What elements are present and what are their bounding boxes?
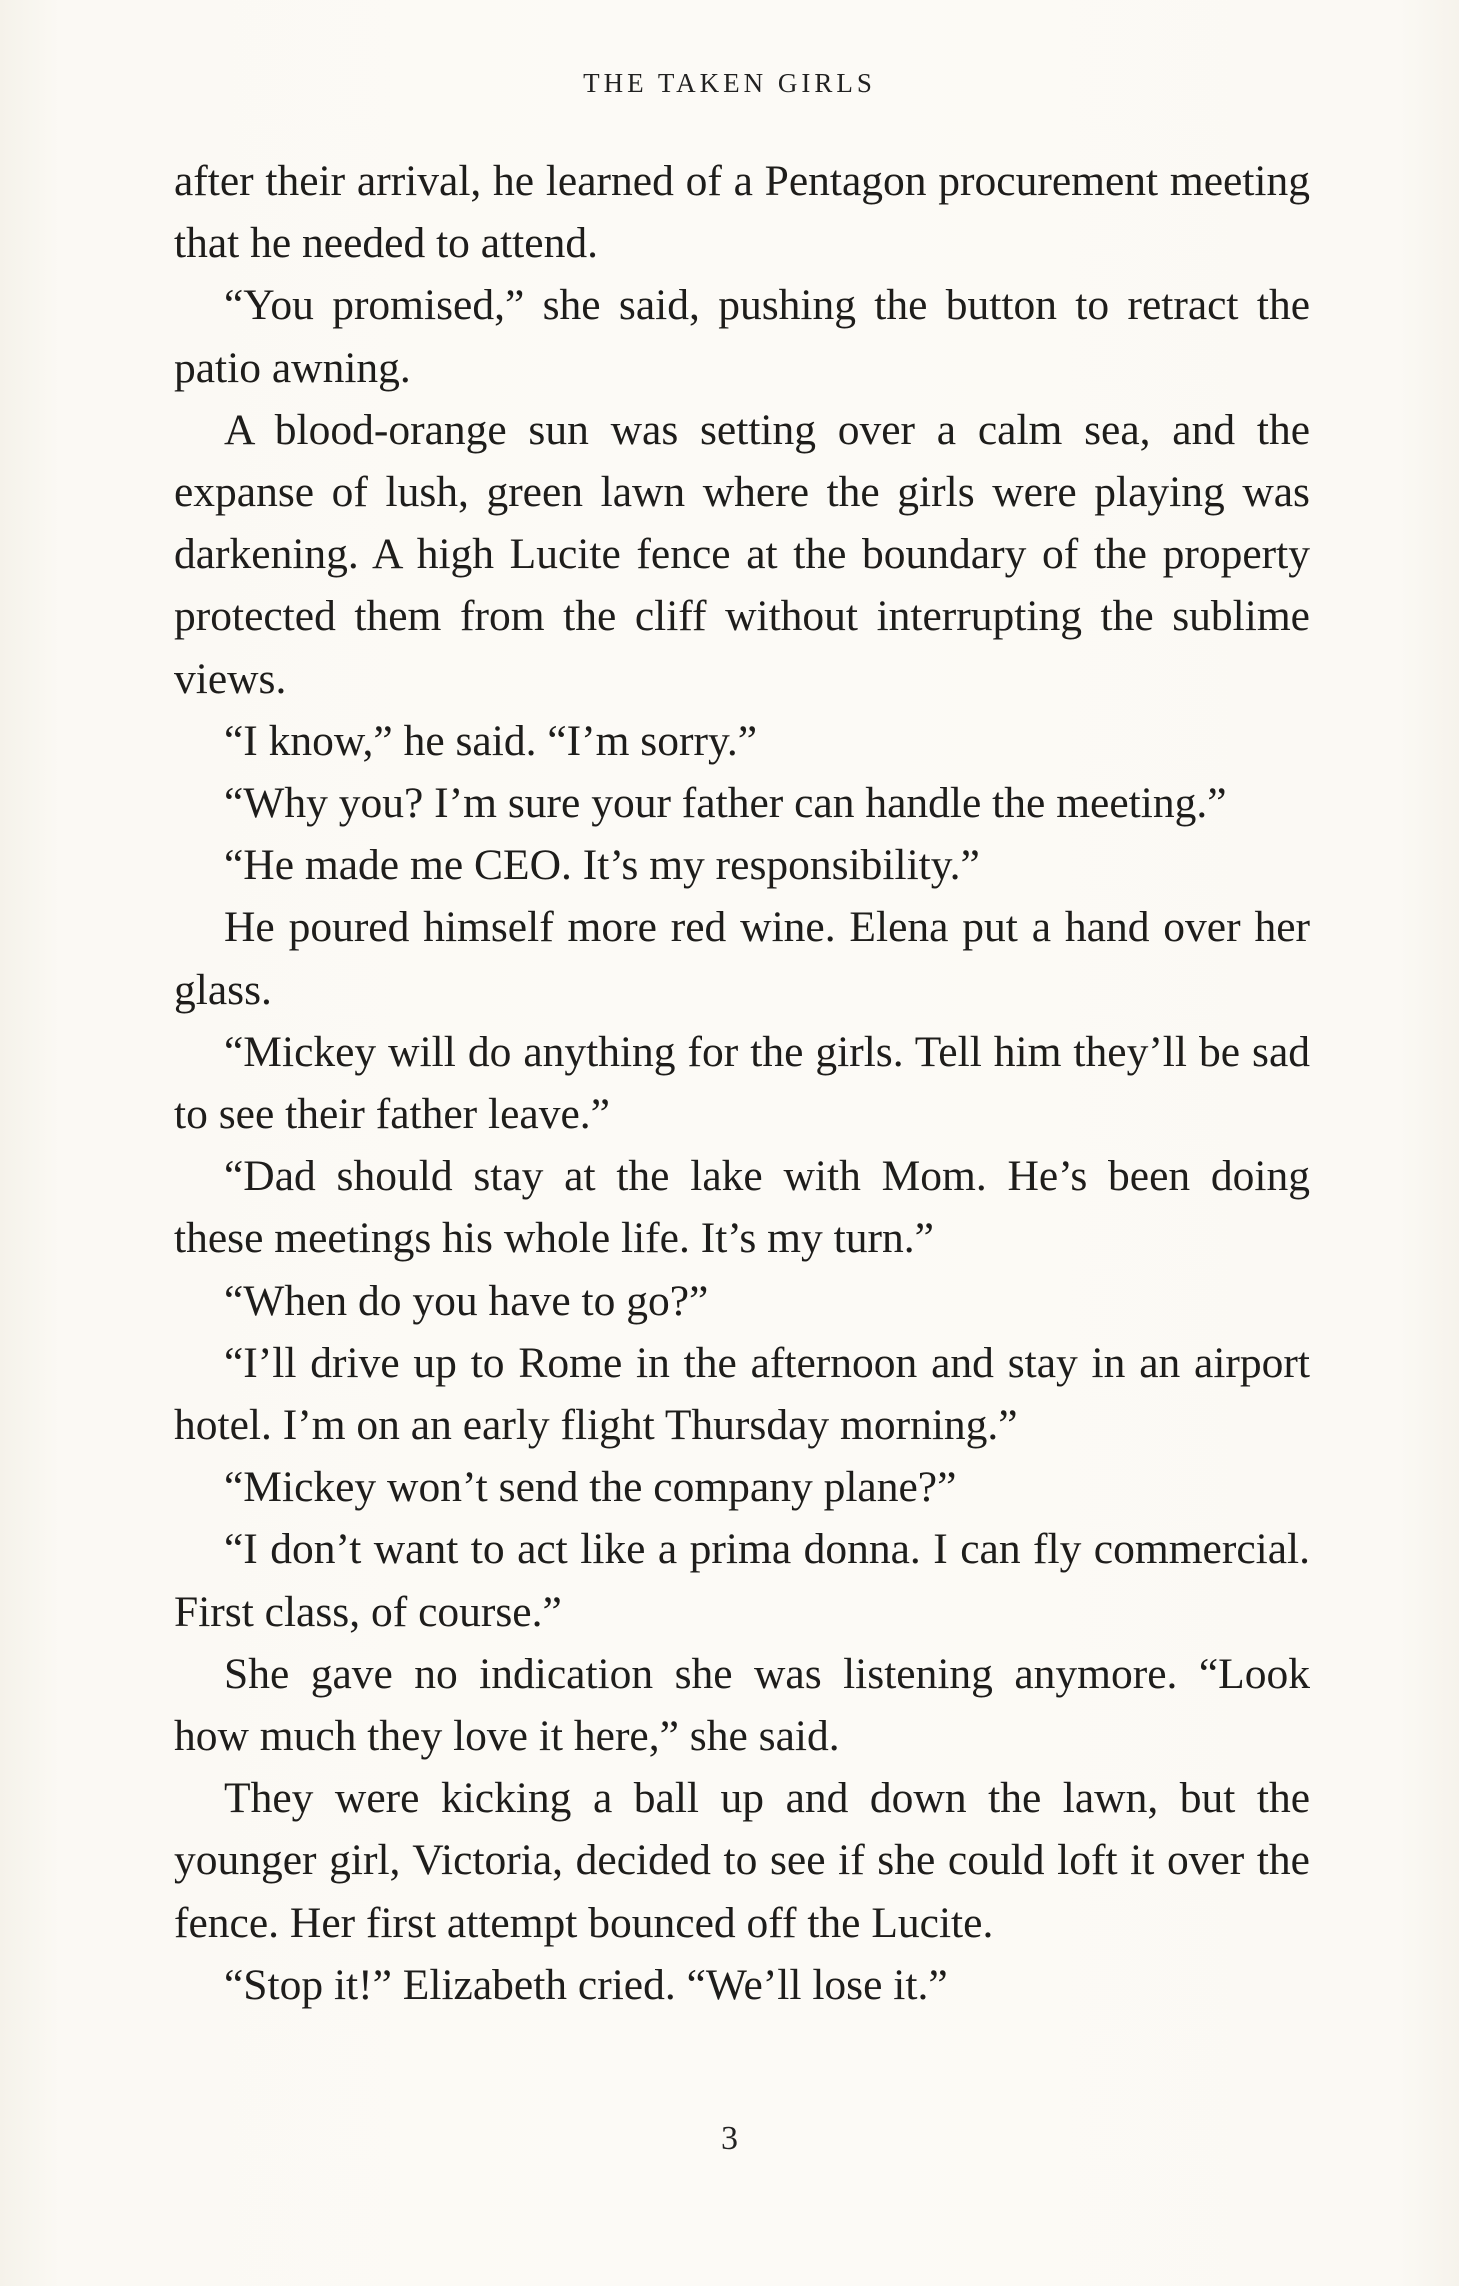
paragraph: “You promised,” she said, pushing the button to retract the patio awning. bbox=[174, 281, 1310, 392]
paragraph: She gave no indication she was listening anymore. “Look how much they love it here,” she said. bbox=[174, 1649, 1310, 1761]
paragraph: “Dad should stay at the lake with Mom. He’s been doing these meetings his whole life. It’s my turn.” bbox=[174, 1152, 1310, 1263]
paragraph: “I’ll drive up to Rome in the afternoon and stay in an airport hotel. I’m on an early flight Thursday morning.” bbox=[174, 1338, 1310, 1450]
paragraph: He poured himself more red wine. Elena put a hand over her glass. bbox=[174, 903, 1310, 1014]
paragraph: They were kicking a ball up and down the lawn, but the younger girl, Victoria, decided to see if she could loft it over the fence. Her first attempt bounced off the Lucite. bbox=[174, 1774, 1310, 1947]
paragraph: “He made me CEO. It’s my responsibility.” bbox=[224, 841, 980, 890]
paragraph: “Mickey will do anything for the girls. Tell him they’ll be sad to see their father leave.” bbox=[174, 1027, 1310, 1139]
body-text bbox=[174, 150, 1310, 2016]
page-number: 3 bbox=[721, 2120, 738, 2157]
paragraph: after their arrival, he learned of a Pentagon procurement meeting that he needed to attend. bbox=[174, 157, 1310, 268]
paragraph: “Mickey won’t send the company plane?” bbox=[224, 1463, 957, 1512]
paragraph: “I know,” he said. “I’m sorry.” bbox=[224, 716, 758, 765]
paragraph: “Why you? I’m sure your father can handle the meeting.” bbox=[224, 779, 1227, 828]
paragraph: A blood-orange sun was setting over a calm sea, and the expanse of lush, green lawn where the girls were playing was darkening. A high Lucite fence at the boundary of the property protected them from the cliff without interrupting the sublime views. bbox=[174, 405, 1310, 703]
running-head-title: THE TAKEN GIRLS bbox=[583, 68, 876, 98]
paragraph: “When do you have to go?” bbox=[224, 1276, 709, 1325]
paragraph: “Stop it!” Elizabeth cried. “We’ll lose it.” bbox=[224, 1960, 948, 2009]
paragraph: “I don’t want to act like a prima donna. I can fly commercial. First class, of course.” bbox=[174, 1525, 1310, 1636]
